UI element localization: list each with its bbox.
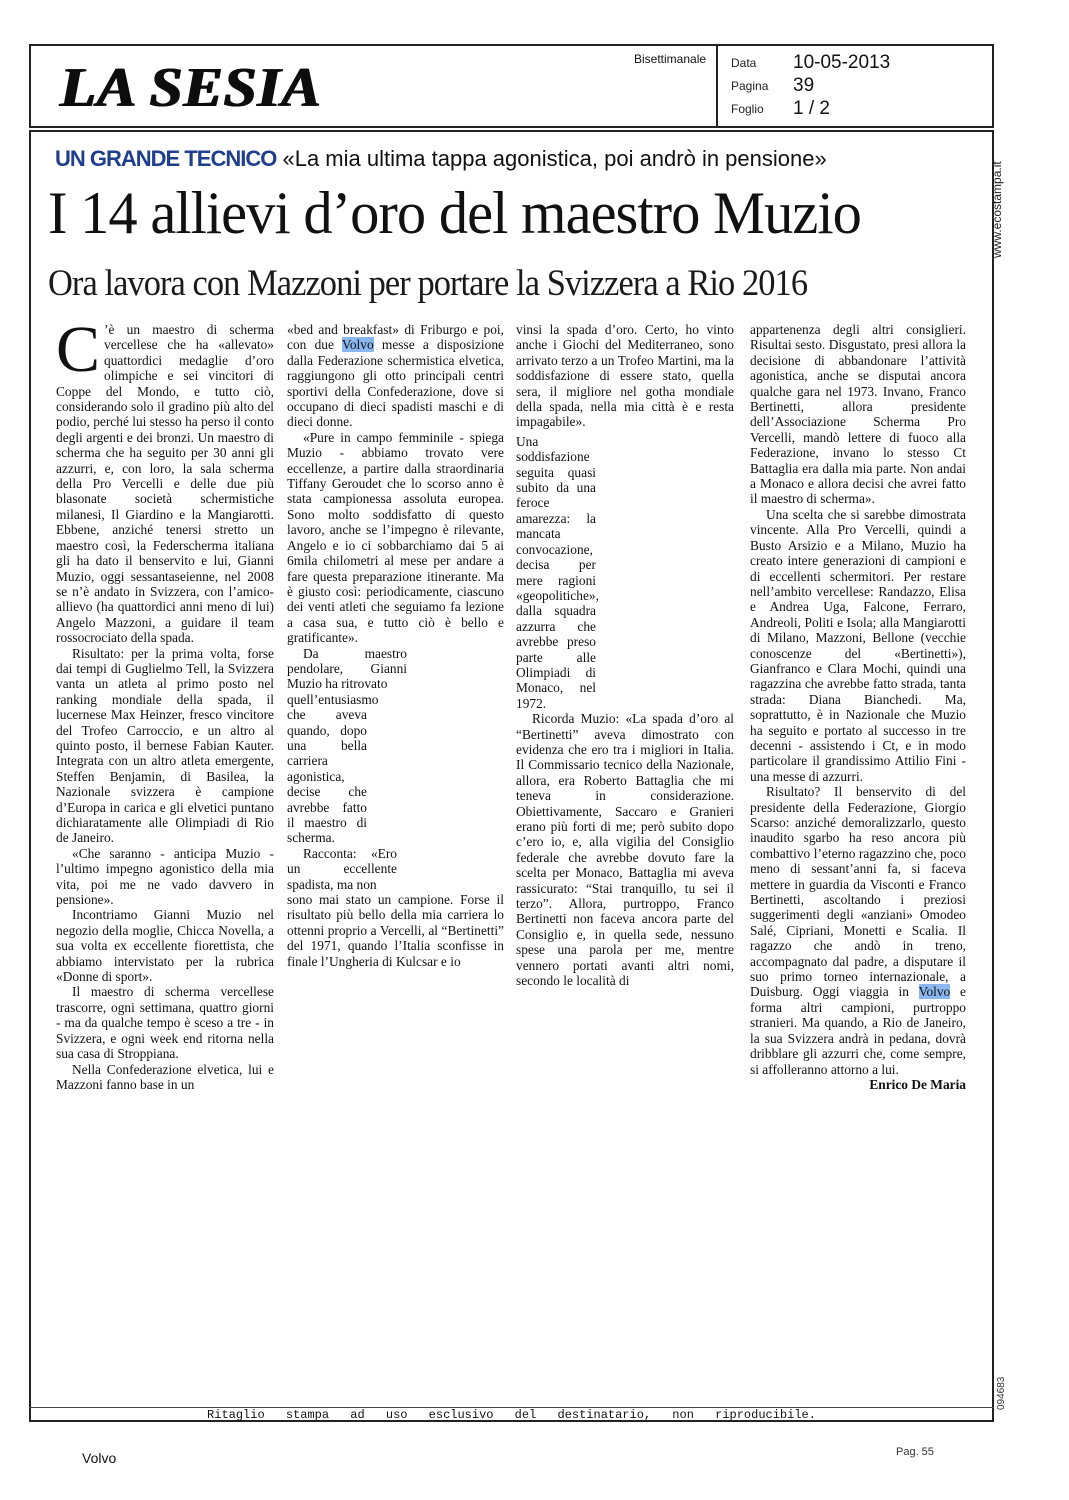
headline: I 14 allievi d’oro del maestro Muzio (48, 180, 861, 246)
paragraph (750, 784, 966, 1077)
page-footer-brand: Volvo (82, 1450, 117, 1466)
paragraph-text: messe a disposizione dalla Federazione schermistica elvetica, raggiungono gli otto principali centri sportivi della Confederazione, dove si occupano di dieci spadisti maschi e di dieci donne. (287, 337, 504, 430)
paragraph: Nella Confederazione elvetica, lui e Mazzoni fanno base in un (56, 1061, 274, 1092)
paragraph: Da maestro pendolare, Gianni Muzio ha ritrovato (287, 645, 407, 692)
article-column-1 (56, 313, 274, 1092)
paragraph: Incontriamo Gianni Muzio nel negozio della moglie, Chicca Novella, a sua volta ex eccellente fiorettista, che abbiamo intervistato per la rubrica «Donne di sport». (56, 907, 274, 985)
paragraph-narrow: Racconta: «Ero un eccellente spadista, ma non (287, 845, 397, 892)
page-label: Pagina (731, 79, 769, 93)
paragraph: appartenenza degli altri consiglieri. Risultai sesto. Disgustato, presi allora la decisione di abbandonare l’attività agonistica, anche se disputai ancora qualche gara nel 1973. Invano, Franco Bertinetti, allora presidente dell’Associazione Scherma Pro Vercelli, mandò lettere di fuoco alla Federazione, invano lo stesso Ct Battaglia era dalla mia parte. Non andai a Monaco e allora decisi che avrei fatto il maestro di scherma». (750, 322, 966, 507)
page-value: 39 (793, 75, 815, 96)
sheet-value: 1 / 2 (793, 98, 830, 119)
paragraph-narrow: quell’entusiasmo che aveva quando, dopo una bella carriera agonistica, decise che avrebbe fatto il maestro di scherma. (287, 691, 379, 846)
side-code-text: 094683 (996, 1376, 1007, 1410)
frequency-label: Bisettimanale (634, 52, 707, 66)
paragraph-text: Risultato? Il benservito di del presidente della Federazione, Giorgio Scarso: anziché demoralizzarlo, questo inaudito sgarbo ha reso ancora più combattivo l’eterno ragazzino che, poco meno di sessant’anni fa, si faceva mettere in guardia da Visconti e Franco Bertinetti, ascoltando i preziosi suggerimenti degli «anziani» Omodeo Salé, Cipriani, Monetti e Scalia. Il ragazzo che andò in treno, accompagnato dal padre, a disputare il suo primo torneo internazionale, a Duisburg. Oggi viaggia in (750, 784, 966, 1000)
paragraph-text: «bed and breakfast» di Friburgo e poi, con due (287, 322, 504, 353)
paragraph-text: ’è un maestro di scherma vercellese che ha «allevato» quattordici medaglie d’oro olimpiche e sei vincitori di Coppe del Mondo, e tutto ciò, considerando solo il gradino più alto del podio, perché lui stesso ha perso il conto degli argenti e dei bronzi. Un maestro di scherma che ha seguito per 30 anni gli azzurri, e, con loro, la sala scherma della Pro Vercelli e delle due più blasonate società schermistiche milanesi, Il Giardino e la Mangiarotti. Ebbene, anziché tenersi stretto un maestro così, la Federscherma italiana gli ha dato il benservito e lui, Gianni Muzio, oggi sessantaseienne, nel 2008 se n’è andato in Svizzera, con l’amico-allievo (ha quattordici anni meno di lui) Angelo Mazzoni, a guidare il team rossocrociato della spada. (56, 322, 274, 646)
side-credit-text: www.ecostampa.it (990, 161, 1004, 258)
masthead: LA SESIA (59, 57, 321, 119)
date-value: 10-05-2013 (793, 52, 891, 73)
usage-notice: Ritaglio stampa ad uso esclusivo del destinatario, non riproducibile. (29, 1407, 994, 1423)
header-box (29, 44, 994, 128)
paragraph: Ricorda Muzio: «La spada d’oro al “Bertinetti” aveva dimostrato con evidenza che ero tra i migliori in Italia. Il Commissario tecnico della Nazionale, allora, era Roberto Battaglia che mi teneva in considerazione. Obiettivamente, Saccaro e Granieri erano più forti di me; però subito dopo c’ero io, e, alla vigilia del Consiglio federale che avrebbe dovuto fare la scelta per Monaco, Battaglia mi aveva rassicurato: “Stai tranquillo, tu sei il terzo”. Allora, purtroppo, Franco Bertinetti non faceva ancora parte del Consiglio e, in quella sede, nessuno spese una parola per me, mentre vennero portati avanti altri nomi, secondo le località di (516, 711, 734, 989)
kicker-text: «La mia ultima tappa agonistica, poi andrò in pensione» (282, 146, 827, 171)
page-footer-number: Pag. 55 (896, 1446, 934, 1458)
paragraph: vinsi la spada d’oro. Certo, ho vinto anche i Giochi del Mediterraneo, sono arrivato terzo a un Trofeo Martini, ma la soddisfazione di essere stato, quella sera, il migliore nel gotha mondiale della spada, nella mia città è e resta impagabile». (516, 322, 734, 430)
paragraph: Una scelta che si sarebbe dimostrata vincente. Alla Pro Vercelli, quindi a Busto Arsizio e a Milano, Muzio ha creato intere generazioni di campioni e di eccellenti schermitori. Per restare nell’ambito vercellese: Randazzo, Elisa e Andrea Uga, Falcone, Ferraro, Andreoli, Politi e Isola; alla Mangiarotti di Milano, Mazzoni, Bellone (vecchie conoscenze del «Bertinetti»), Gianfranco e Clara Mochi, quindi una ragazzina che avrebbe fatto strada, tanta strada: Diana Bianchedi. Ma, soprattutto, è in Nazionale che Muzio ha seguito e portato al successo in tre decenni - assistendo i Ct, e in modo particolare il grandissimo Attilio Fini - una messe di azzurri. (750, 506, 966, 784)
kicker (55, 146, 827, 172)
paragraph-text: e forma altri campioni, purtroppo stranieri. Ma quando, a Rio de Janeiro, la sua Svizzera andrà in pedana, dovrà dribblare gli azzurri che, come sempre, si affolleranno attorno a lui. (750, 984, 966, 1077)
author-signature: Enrico De Maria (869, 1076, 966, 1092)
article-column-3 (516, 322, 734, 988)
paragraph-narrow: Una soddisfazione seguita quasi subito da una feroce amarezza: la mancata convocazione, decisa per mere ragioni «geopolitiche», dalla squadra azzurra che avrebbe preso parte alle Olimpiadi di Monaco, nel 1972. (516, 433, 599, 711)
brand-highlight: Volvo (918, 984, 951, 1000)
kicker-label: UN GRANDE TECNICO (55, 146, 277, 171)
paragraph: Il maestro di scherma vercellese trascorre, ogni settimana, quattro giorni - ma da qualche tempo è sceso a tre - in Svizzera, e ogni week end ritorna nella sua casa di Stroppiana. (56, 984, 274, 1062)
meta-divider (716, 46, 718, 126)
side-credit (990, 158, 1006, 258)
paragraph: «Pure in campo femminile - spiega Muzio - abbiamo trovato vere eccellenze, a partire dalla straordinaria Tiffany Geroudet che lo scorso anno è stata campionessa assoluta europea. Sono molto soddisfatto di questo lavoro, anche se l’impegno è rilevante, Angelo e io ci sobbarchiamo dai 5 ai 6mila chilometri al mese per andare a fare questa preparazione itinerante. Ma è giusto così: periodicamente, ciascuno dei venti atleti che seguiamo fa lezione a casa sua, e tutto ciò è bello e gratificante». (287, 429, 504, 646)
side-code (996, 1370, 1010, 1410)
subheadline: Ora lavora con Mazzoni per portare la Svizzera a Rio 2016 (48, 263, 808, 304)
paragraph (287, 322, 504, 430)
date-label: Data (731, 56, 757, 70)
article-column-4 (750, 322, 966, 1092)
paragraph: sono mai stato un campione. Forse il risultato più bello della mia carriera lo ottenni proprio a Vercelli, al “Bertinetti” del 1971, quando l’Italia sconfisse in finale l’Ungheria di Kulcsar e io (287, 892, 504, 969)
dropcap: C (56, 313, 101, 386)
paragraph (56, 313, 274, 646)
brand-highlight: Volvo (341, 337, 374, 353)
paragraph: Risultato: per la prima volta, forse dai tempi di Guglielmo Tell, la Svizzera vanta un atleta al primo posto nel ranking mondiale della spada, il lucernese Max Heinzer, fresco vincitore del Trofeo Carroccio, e un altro al quinto posto, il bernese Fabian Kauter. Integrata con un altro atleta emergente, Steffen Benjamin, di Basilea, la Nazionale svizzera è campione d’Europa in carica e gli elvetici puntano dichiaratamente alle Olimpiadi di Rio de Janeiro. (56, 645, 274, 846)
paragraph: «Che saranno - anticipa Muzio - l’ultimo impegno agonistico della mia vita, poi me ne vado davvero in pensione». (56, 845, 274, 908)
sheet-label: Foglio (731, 102, 764, 116)
article-column-2 (287, 322, 504, 969)
